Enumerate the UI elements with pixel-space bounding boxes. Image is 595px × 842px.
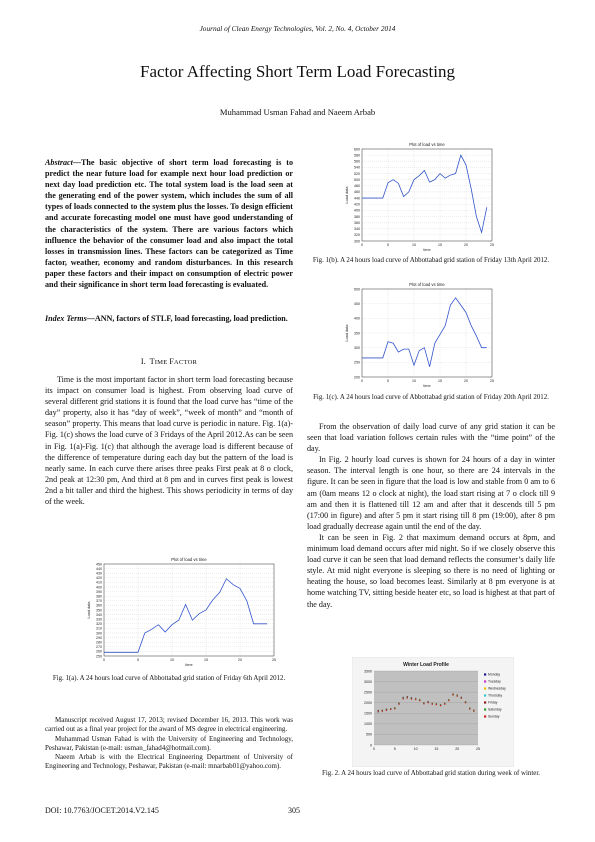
y-tick-label: 320	[354, 233, 360, 238]
data-point	[469, 708, 470, 709]
data-point	[411, 699, 412, 700]
y-tick-label: 390	[96, 589, 102, 594]
data-point	[415, 699, 416, 700]
x-tick-label: 5	[137, 658, 139, 662]
x-tick-label: 15	[434, 747, 439, 751]
x-tick-label: 10	[412, 379, 416, 383]
footnote-3: Naeem Arbab is with the Electrical Engineering Department of University of Engineering and Technology, Peshawar, Pakistan (e-mail: mnarbab01@yahoo.com).	[45, 753, 293, 771]
figure-1c-chart	[340, 282, 496, 390]
index-terms-lead: Index Terms	[45, 314, 87, 323]
y-tick-label: 400	[96, 585, 102, 590]
chart-title: Plot of load vs time	[409, 142, 445, 147]
data-point	[473, 711, 474, 712]
y-tick-label: 0	[370, 743, 372, 748]
index-terms-text: —ANN, factors of STLF, load forecasting, load prediction.	[86, 314, 288, 323]
chart-title: Plot of load vs time	[171, 557, 207, 562]
load-curve-line	[104, 579, 267, 653]
footnotes	[45, 716, 293, 772]
x-axis-label: time	[423, 248, 431, 252]
y-tick-label: 350	[354, 331, 360, 336]
x-tick-label: 25	[476, 747, 480, 751]
y-tick-label: 1500	[364, 711, 372, 716]
chart-title: Winter Load Profile	[403, 662, 449, 668]
y-tick-label: 410	[96, 580, 102, 585]
x-tick-label: 25	[490, 379, 494, 383]
data-point	[403, 698, 404, 699]
data-point	[457, 696, 458, 697]
data-point	[448, 700, 449, 701]
y-axis-label: Load data	[345, 186, 349, 204]
abstract-text: —The basic objective of short term load forecasting is to predict the near future load for example next hour load prediction or next day load prediction etc. The total system load is the load seen at the generating end of the power system, which includes the sum of all types of loads connected to the system plus the losses. To design efficient and accurate forecasting model one must have good understanding of the characteristics of the system. There are various factors which influence the behavior of the consumer load and also impact the total losses in transmission lines. These factors can be categorized as Time factor, weather, economy and random disturbances. In this research paper these factors and their impact on consumption of electric power and their significance in short term load forecasting is evaluated.	[45, 158, 293, 290]
paragraph-time-point: From the observation of daily load curve of any grid station it can be seen that load variation follows certain rules with the “time point” of the day.	[307, 422, 555, 454]
y-tick-label: 290	[96, 635, 102, 640]
legend-marker	[484, 715, 486, 717]
y-tick-label: 300	[354, 239, 360, 244]
y-tick-label: 500	[366, 732, 372, 737]
y-axis-label: Load data	[345, 324, 349, 342]
right-column-text	[307, 421, 555, 610]
data-point	[465, 702, 466, 703]
legend-label: Monday	[488, 672, 501, 677]
y-tick-label: 580	[354, 153, 360, 158]
load-curve-line	[362, 155, 487, 232]
section-letter-2: F	[169, 357, 174, 366]
y-tick-label: 300	[354, 345, 360, 350]
y-tick-label: 440	[96, 566, 102, 571]
x-tick-label: 10	[413, 747, 418, 751]
y-tick-label: 340	[354, 227, 360, 232]
data-point	[394, 708, 395, 709]
y-tick-label: 500	[354, 287, 360, 292]
legend-marker	[484, 701, 486, 703]
data-point	[390, 709, 391, 710]
legend-marker	[484, 687, 486, 689]
y-tick-label: 3000	[364, 679, 372, 684]
data-point	[398, 704, 399, 705]
chart-title: Plot of load vs time	[409, 282, 445, 287]
y-tick-label: 360	[354, 220, 360, 225]
legend-marker	[484, 673, 486, 675]
data-point	[440, 705, 441, 706]
y-tick-label: 440	[354, 196, 360, 201]
y-tick-label: 2000	[364, 701, 372, 706]
y-tick-label: 270	[96, 645, 102, 650]
legend-marker	[484, 708, 486, 710]
data-point	[432, 704, 433, 705]
x-tick-label: 10	[412, 243, 416, 247]
y-tick-label: 340	[96, 612, 102, 617]
data-point	[407, 697, 408, 698]
x-tick-label: 0	[361, 243, 363, 247]
data-point	[382, 711, 383, 712]
section-letter: T	[149, 357, 155, 366]
paper-authors: Muhammad Usman Fahad and Naeem Arbab	[219, 107, 376, 117]
doi: DOI: 10.7763/JOCET.2014.V2.145	[45, 806, 159, 815]
figure-1a-caption: Fig. 1(a). A 24 hours load curve of Abbottabad grid station of Friday 6th April 2012.	[52, 675, 286, 682]
plot-area	[374, 671, 478, 745]
x-tick-label: 0	[373, 747, 375, 751]
data-point	[378, 711, 379, 712]
figure-2-chart	[352, 657, 514, 767]
y-tick-label: 380	[354, 214, 360, 219]
footnote-2: Muhammad Usman Fahad is with the University of Engineering and Technology, Peshawar, Pakistan (e-mail: usman_fahad4@hotmail.com).	[45, 734, 293, 752]
paper-title: Factor Affecting Short Term Load Forecasting	[140, 62, 455, 81]
x-tick-label: 25	[490, 243, 494, 247]
x-tick-label: 5	[387, 379, 389, 383]
figure-2-caption: Fig. 2. A 24 hours load curve of Abbottabad grid station during week of winter.	[322, 770, 540, 777]
figure-1b-chart	[340, 142, 496, 254]
paragraph-time-factor: Time is the most important factor in short term load forecasting because its impact on consumer load is highest. From observing load curve of several different grid stations it is found that the load curve has “time of the day” property, also it has “day of week”, “week of month” and “month of season” property. This means that load curve is periodic in nature. Fig. 1(a)-Fig. 1(c) shows the load curve of 3 Fridays of the April 2012.As can be seen in Fig. 1(a)-Fig. 1(c) that although the average load is different because of the difference of temperature during each day but the pattern of the load is nearly same. In each curve there arises three peaks First peak at 8 o clock, 2nd peak at 12:30 pm, And third at 8 pm and in curves first peak is lowest 2nd a bit taller and third the highest. This shows periodicity in terms of day of the week.	[45, 375, 293, 507]
y-tick-label: 420	[96, 576, 102, 581]
x-tick-label: 15	[438, 243, 442, 247]
x-tick-label: 15	[204, 658, 208, 662]
y-tick-label: 1000	[364, 722, 372, 727]
y-tick-label: 360	[96, 603, 102, 608]
x-axis-label: time	[185, 663, 193, 667]
y-tick-label: 500	[354, 177, 360, 182]
x-tick-label: 10	[170, 658, 174, 662]
y-tick-label: 420	[354, 202, 360, 207]
legend-label: Tuesday	[488, 679, 501, 684]
legend-marker	[484, 694, 486, 696]
y-tick-label: 310	[96, 626, 102, 631]
y-tick-label: 320	[96, 622, 102, 627]
y-tick-label: 400	[354, 316, 360, 321]
y-tick-label: 540	[354, 165, 360, 170]
data-point	[386, 710, 387, 711]
legend-label: Sunday	[488, 714, 500, 719]
abstract	[45, 157, 293, 290]
x-tick-label: 20	[464, 243, 468, 247]
x-tick-label: 5	[387, 243, 389, 247]
y-tick-label: 400	[354, 208, 360, 213]
y-tick-label: 430	[96, 571, 102, 576]
data-point	[461, 698, 462, 699]
y-tick-label: 450	[354, 301, 360, 306]
x-tick-label: 20	[238, 658, 242, 662]
x-tick-label: 25	[272, 658, 276, 662]
x-tick-label: 0	[103, 658, 105, 662]
data-point	[419, 700, 420, 701]
y-tick-label: 260	[96, 649, 102, 654]
x-tick-label: 20	[455, 747, 460, 751]
journal-header: Journal of Clean Energy Technologies, Vol. 2, No. 4, October 2014	[199, 24, 396, 33]
footnote-1: Manuscript received August 17, 2013; revised December 16, 2013. This work was carried out as a final year project for the award of MS degree in electrical engineering.	[45, 716, 293, 734]
section-rest-2: ACTOR	[173, 359, 198, 366]
load-curve-line	[362, 298, 487, 367]
paragraph-max-demand: It can be seen in Fig. 2 that maximum demand occurs at 8pm, and minimum load demand occurs after mid night. So if we closely observe this load curve it can be seen that load demand reflects the consumer’s daily life style. At mid night everyone is sleeping so there is no need of lighting or heating the house, so load becomes least. Similarly at 8 pm everyone is at home watching TV, sitting beside heater etc, so load is highest at that part of the day.	[307, 532, 555, 609]
legend-label: Saturday	[488, 707, 502, 712]
legend-label: Wednesday	[488, 686, 506, 691]
y-tick-label: 370	[96, 599, 102, 604]
y-tick-label: 200	[354, 375, 360, 380]
data-point	[436, 704, 437, 705]
x-tick-label: 5	[393, 747, 396, 751]
y-tick-label: 3500	[364, 669, 372, 674]
y-axis-label: Load data	[87, 601, 91, 619]
y-tick-label: 300	[96, 631, 102, 636]
y-tick-label: 280	[96, 640, 102, 645]
page-number: 305	[288, 806, 300, 815]
x-tick-label: 0	[361, 379, 363, 383]
y-tick-label: 250	[96, 654, 102, 659]
y-tick-label: 330	[96, 617, 102, 622]
y-tick-label: 560	[354, 159, 360, 164]
y-tick-label: 520	[354, 171, 360, 176]
section-heading	[45, 357, 293, 366]
x-axis-label: time	[423, 384, 431, 388]
y-tick-label: 350	[96, 608, 102, 613]
section-rest: IME	[154, 359, 170, 366]
data-point	[444, 704, 445, 705]
x-tick-label: 15	[438, 379, 442, 383]
x-tick-label: 20	[464, 379, 468, 383]
data-point	[452, 695, 453, 696]
y-tick-label: 480	[354, 184, 360, 189]
figure-1b-caption: Fig. 1(b). A 24 hours load curve of Abbottabad grid station of Friday 13th April 2012.	[312, 257, 550, 264]
y-tick-label: 2500	[364, 690, 372, 695]
abstract-lead: Abstract	[45, 158, 73, 167]
y-tick-label: 250	[354, 360, 360, 365]
section-number: I.	[140, 357, 146, 366]
y-tick-label: 600	[354, 147, 360, 152]
data-point	[423, 703, 424, 704]
data-point	[427, 702, 428, 703]
figure-1c-caption: Fig. 1(c). A 24 hours load curve of Abbottabad grid station of Friday 20th April 2012.	[313, 394, 549, 401]
legend-marker	[484, 680, 486, 682]
figure-1a-chart	[78, 557, 278, 670]
y-tick-label: 380	[96, 594, 102, 599]
legend-label: Thursday	[488, 693, 503, 698]
y-tick-label: 460	[354, 190, 360, 195]
y-tick-label: 450	[96, 562, 102, 567]
legend-label: Friday	[488, 700, 498, 705]
index-terms	[45, 313, 293, 324]
paragraph-fig2-description: In Fig. 2 hourly load curves is shown for 24 hours of a day in winter season. The interval length is one hour, so there are 24 intervals in the figure. It can be seen in figure that the load is low and stable from 0 am to 6 am (0am means 12 o clock at night), the load start rising at 7 o clock till 9 am and then it is flattened till 12 am and after that it descends till 5 pm (17:00 in figure) and after 5 pm it start rising till 8 pm (19:00), after 8 pm load gradually decrease again until the end of the day.	[307, 455, 555, 531]
